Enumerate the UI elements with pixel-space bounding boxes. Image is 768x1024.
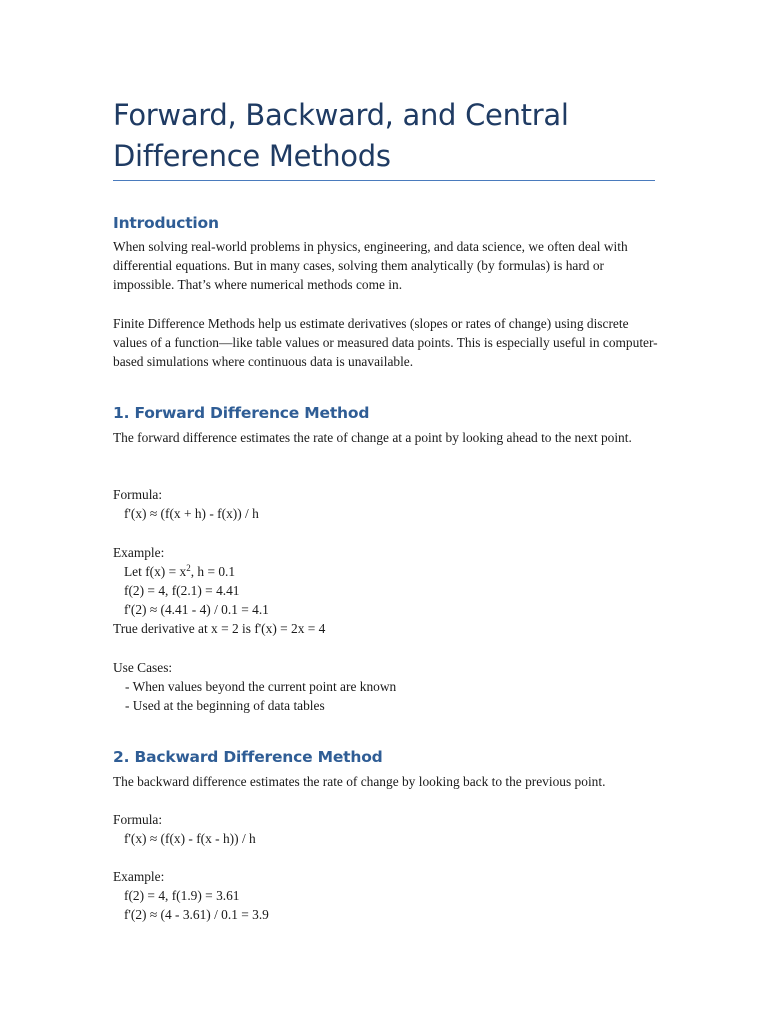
forward-example-line-2: f(2) = 4, f(2.1) = 4.41 <box>124 583 240 598</box>
backward-formula: f'(x) ≈ (f(x) - f(x - h)) / h <box>124 831 256 846</box>
forward-use-case-1: - When values beyond the current point are known <box>125 679 397 694</box>
forward-example-line-4: True derivative at x = 2 is f'(x) = 2x = 4 <box>113 621 326 636</box>
exponent: 2 <box>186 563 191 573</box>
backward-example-label: Example: <box>113 869 165 884</box>
intro-paragraph-1: When solving real-world problems in physics, engineering, and data science, we often deal with differential equations. But in many cases, solving them analytically (by formulas) is hard or impossible. That’s where numerical methods come in. <box>113 239 628 293</box>
example-text: Let f(x) = x <box>124 564 187 579</box>
section-heading-introduction: Introduction <box>113 214 219 232</box>
forward-use-case-2: - Used at the beginning of data tables <box>125 698 325 713</box>
forward-formula-label: Formula: <box>113 487 163 502</box>
backward-description: The backward difference estimates the rate of change by looking back to the previous point. <box>113 774 606 789</box>
intro-paragraph-2: Finite Difference Methods help us estimate derivatives (slopes or rates of change) using discrete values of a function—like table values or measured data points. This is especially useful in computer-based simulations where continuous data is unavailable. <box>113 316 658 370</box>
title-divider <box>113 180 655 181</box>
backward-example-line-2: f'(2) ≈ (4 - 3.61) / 0.1 = 3.9 <box>124 907 269 922</box>
example-text: , h = 0.1 <box>190 564 236 579</box>
page-title: Forward, Backward, and Central Difference Methods <box>113 98 569 173</box>
forward-example-line-3: f'(2) ≈ (4.41 - 4) / 0.1 = 4.1 <box>124 602 269 617</box>
section-heading-forward: 1. Forward Difference Method <box>113 404 370 422</box>
section-heading-backward: 2. Backward Difference Method <box>113 748 383 766</box>
backward-example-line-1: f(2) = 4, f(1.9) = 3.61 <box>124 888 240 903</box>
forward-example-line-1 <box>124 562 235 581</box>
forward-description: The forward difference estimates the rate of change at a point by looking ahead to the next point. <box>113 430 632 445</box>
backward-formula-label: Formula: <box>113 812 163 827</box>
forward-example-label: Example: <box>113 545 165 560</box>
forward-formula: f'(x) ≈ (f(x + h) - f(x)) / h <box>124 506 259 521</box>
forward-use-cases-label: Use Cases: <box>113 660 173 675</box>
